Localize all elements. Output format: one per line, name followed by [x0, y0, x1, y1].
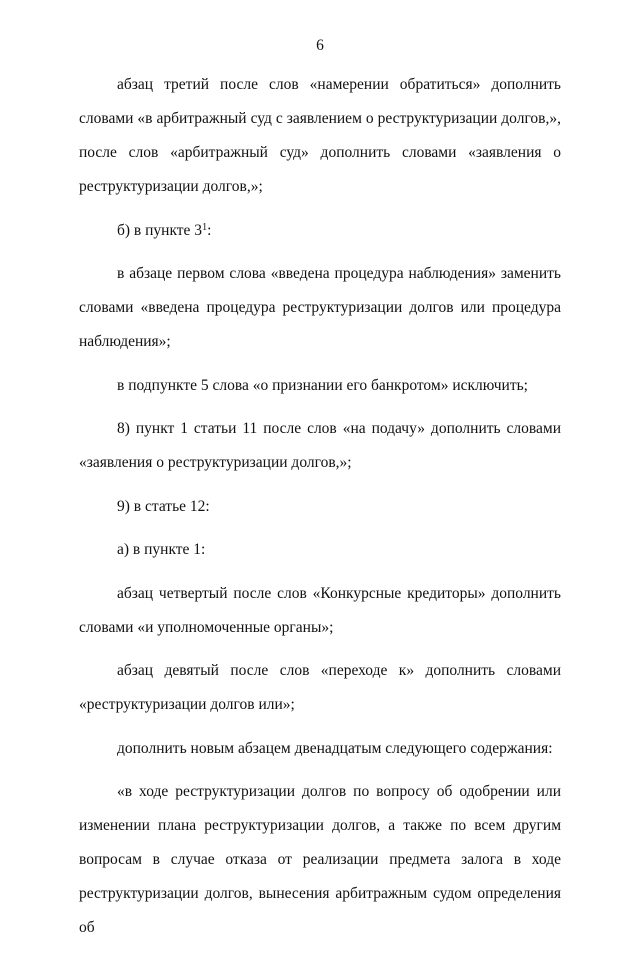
- page-number: 6: [316, 37, 324, 54]
- paragraph: абзац третий после слов «намерении обратиться» дополнить словами «в арбитражный суд с заявлением о реструктуризации долгов,», после слов «арбитражный суд» дополнить словами «заявления о реструктуризации долгов,»;: [79, 76, 561, 195]
- paragraph: в абзаце первом слова «введена процедура наблюдения» заменить словами «введена процедура реструктуризации долгов или процедура наблюдения»;: [79, 265, 561, 350]
- paragraph: а) в пункте 1:: [117, 541, 206, 558]
- paragraph: «в ходе реструктуризации долгов по вопросу об одобрении или изменении плана реструктуризации долгов, а также по всем другим вопросам в случае отказа от реализации предмета залога в ходе реструктуризации долгов, вынесения арбитражным судом определения об: [79, 783, 561, 936]
- paragraph: абзац четвертый после слов «Конкурсные кредиторы» дополнить словами «и уполномоченные органы»;: [79, 584, 561, 636]
- paragraph: 8) пункт 1 статьи 11 после слов «на подачу» дополнить словами «заявления о реструктуризации долгов,»;: [79, 420, 561, 471]
- paragraph-text: б) в пункте 3: [117, 221, 203, 239]
- paragraph: [79, 214, 561, 248]
- paragraph: абзац девятый после слов «переходе к» дополнить словами «реструктуризации долгов или»;: [79, 662, 561, 713]
- paragraph-tail: :: [207, 221, 212, 239]
- document-body: [79, 68, 561, 955]
- superscript: 1: [202, 221, 208, 233]
- paragraph: 9) в статье 12:: [117, 497, 210, 515]
- paragraph: дополнить новым абзацем двенадцатым следующего содержания:: [117, 739, 553, 757]
- paragraph: в подпункте 5 слова «о признании его банкротом» исключить;: [117, 376, 528, 394]
